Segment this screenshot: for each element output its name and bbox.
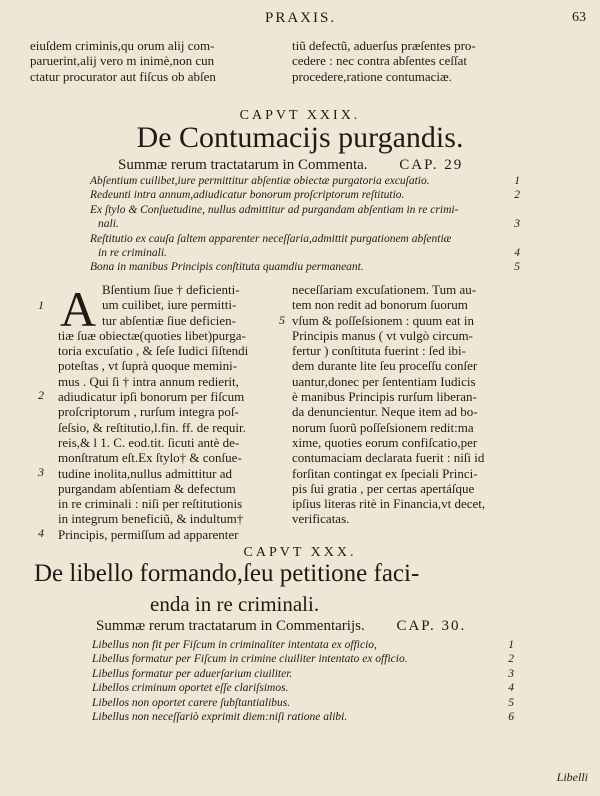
running-title: PRAXIS. — [265, 10, 337, 26]
index-item: Libellus non neceſſariò exprimit diem:niſi ratione alibi. 6 — [92, 710, 514, 723]
drop-cap: A — [60, 281, 97, 337]
margin-number: 3 — [38, 465, 44, 479]
text-line: pis ſui gratia , per certas apertáſque — [292, 480, 475, 496]
text-line: è manibus Principis rurſum liberan- — [292, 389, 477, 405]
catchword: Libelli — [556, 770, 588, 784]
page-number: 63 — [572, 10, 586, 25]
index-item: Redeunti intra annum,adiudicatur bonorum proſcriptorum reſtitutio. 2 — [90, 189, 520, 202]
index-item: Libellos non oportet carere ſubſtantialibus. 5 — [92, 696, 514, 709]
text-line: adiudicatur ipſi bonorum per fiſcum — [58, 389, 245, 405]
index-item: Bona in manibus Principis conſtituta quamdiu permaneant. 5 — [90, 261, 520, 274]
text-line: vſum & poſſeſsionem : quum eat in — [292, 312, 474, 328]
text-line: fertur ) conſtituta fuerint : ſed ibi- — [292, 343, 466, 359]
text-line: xime, quoties eorum confiſcatio,per — [292, 434, 478, 450]
text-line: Bſentium ſiue † deficienti- — [102, 282, 240, 297]
text-line: tiæ ſuæ obiectæ(quoties libet)purga- — [58, 327, 246, 343]
index-item: Ex ſtylo & Conſuetudine, nullus admittitur ad purgandam abſentiam in re crimi- — [90, 203, 459, 216]
top-right-column — [292, 38, 552, 84]
summary-cap: CAP. 30. — [396, 618, 467, 634]
text-line: tur abſentiæ ſiue deficien- — [102, 312, 236, 328]
index-item: nali. 3 — [98, 218, 520, 231]
text-line: paruerint,alij vero m inimè,non cun — [30, 53, 215, 69]
chapter-29-right-column — [292, 282, 557, 527]
text-line: tiũ defectũ, aduerſus præſentes pro- — [292, 38, 476, 53]
text-line: norum ſuorũ poſſeſsionem redit:ma — [292, 419, 474, 435]
text-line: eiuſdem criminis,qu orum alij com- — [30, 38, 215, 53]
text-line: neceſſariam excuſationem. Tum au- — [292, 282, 477, 297]
text-line: contumaciam declarata fuerit : niſi id — [292, 450, 485, 466]
text-line: purgandam abſentiam & defectum — [58, 480, 236, 496]
text-line: proſcriptorum , rurſum integra poſ- — [58, 404, 239, 420]
text-line: tem non redit ad bonorum ſuorum — [292, 297, 468, 313]
index-item: Abſentium cuilibet,iure permittitur abſentiæ obiectæ purgatoria excuſatio. 1 — [90, 175, 520, 187]
chapter-30-title-line2: enda in re criminali. — [150, 592, 320, 616]
text-line: um cuilibet, iure permitti- — [102, 297, 237, 313]
index-item: Libellus formatur per aduerſarium ciuiliter. 3 — [92, 667, 514, 680]
chapter-29-left-column — [58, 282, 283, 542]
chapter-29-title: De Contumacijs purgandis. — [136, 121, 464, 154]
chapter-30-title-line1: De libello formando,ſeu petitione faci- — [34, 560, 420, 587]
text-line: da denuncientur. Neque item ad bo- — [292, 404, 478, 420]
chapter-29-summary — [118, 157, 463, 174]
summary-cap: CAP. 29 — [399, 157, 464, 173]
chapter-30-summary — [96, 618, 466, 635]
text-line: reis,& l 1. C. eod.tit. ſicuti antè de- — [58, 434, 240, 450]
text-line: in integrum beneficiũ, & indultum† — [58, 511, 244, 527]
chapter-29-index — [90, 174, 520, 275]
running-header — [0, 8, 600, 30]
text-line: ſeſsio, & reſtitutio,l.fin. ff. de requir. — [58, 419, 246, 435]
text-line: tudine inolita,nullus admittitur ad — [58, 465, 233, 481]
index-item: Libellos criminum oportet eſſe clariſsimos. 4 — [92, 682, 514, 695]
margin-number: 4 — [38, 526, 44, 540]
text-line: forſitan contingat ex ſpeciali Princi- — [292, 465, 478, 481]
text-line: uantur,donec per ſententiam Iudicis — [292, 373, 476, 389]
text-line: ctatur procurator aut fiſcus ob abſen — [30, 68, 216, 84]
text-line: Principis manus ( vt vulgò circum- — [292, 327, 473, 343]
text-line: verificatas. — [292, 511, 350, 527]
text-line: dem durante lite ſeu proceſſu conſer — [292, 358, 478, 374]
index-item: in re criminali. 4 — [98, 246, 520, 259]
chapter-30-index — [92, 638, 514, 724]
index-item: Reſtitutio ex cauſa ſaltem apparenter neceſſaria,admittit purgationem abſentiæ — [90, 232, 452, 245]
text-line: Principis, permiſſum ad apparenter — [58, 526, 239, 542]
summary-label: Summæ rerum tractatarum in Commenta. — [118, 157, 368, 173]
text-line: cedere : nec contra abſentes ceſſat — [292, 53, 468, 69]
index-item: Libellus formatur per Fiſcum in crimine ciuiliter intentato ex officio. 2 — [92, 653, 514, 666]
chapter-29-heading: CAPVT XXIX. — [239, 108, 361, 123]
summary-label: Summæ rerum tractatarum in Commentarijs. — [96, 618, 365, 634]
chapter-30-heading: CAPVT XXX. — [243, 545, 357, 560]
top-left-column — [30, 38, 280, 84]
text-line: poteſtas , vt ſuprà quoque memini- — [58, 358, 238, 374]
margin-number: 5 — [279, 313, 285, 327]
text-line: in re criminali : niſi per reſtitutionis — [58, 496, 243, 512]
index-item: Libellus non fit per Fiſcum in criminaliter intentata ex officio, 1 — [92, 639, 514, 651]
text-line: procedere,ratione contumaciæ. — [292, 68, 452, 84]
text-line: ipſius literas ritè in Financia,vt decet, — [292, 496, 486, 512]
text-line: toria excuſatio , & ſeſe Iudici ſiſtendi — [58, 343, 249, 359]
margin-number: 1 — [38, 298, 44, 312]
text-line: mus . Qui ſi † intra annum redierit, — [58, 373, 239, 389]
text-line: monſtratum eſt.Ex ſtylo† & conſue- — [58, 450, 242, 466]
margin-number: 2 — [38, 388, 44, 402]
